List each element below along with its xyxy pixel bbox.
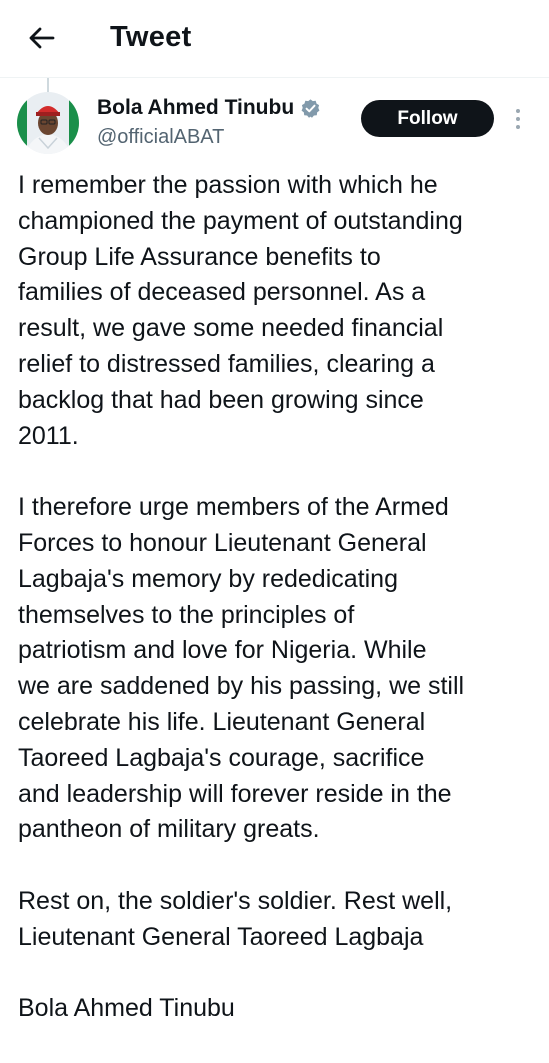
avatar[interactable] [17, 92, 79, 154]
avatar-image [17, 92, 79, 154]
tweet-signature: Bola Ahmed Tinubu [18, 994, 235, 1023]
tweet-body [18, 168, 538, 1063]
more-vertical-icon[interactable] [508, 106, 528, 132]
tweet-line: patriotism and love for Nigeria. While [18, 636, 427, 665]
tweet-line: result, we gave some needed financial [18, 314, 444, 343]
tweet-line: I remember the passion with which he [18, 171, 438, 199]
arrow-left-icon [29, 27, 55, 49]
tweet-line: Rest on, the soldier's soldier. Rest well, [18, 886, 453, 915]
tweet-line: backlog that had been growing since [18, 385, 424, 414]
tweet-paragraph [18, 490, 538, 848]
tweet-line: I therefore urge members of the Armed [18, 493, 449, 522]
tweet-line: and leadership will forever reside in the [18, 779, 452, 808]
tweet-paragraph [18, 884, 538, 956]
tweet-line: celebrate his life. Lieutenant General [18, 707, 426, 736]
tweet-line: Forces to honour Lieutenant General [18, 528, 427, 557]
follow-button[interactable]: Follow [361, 100, 494, 137]
tweet-line: Taoreed Lagbaja's courage, sacrifice [18, 743, 425, 772]
verified-badge-icon [300, 98, 321, 119]
tweet-line: pantheon of military greats. [18, 815, 320, 844]
author-handle[interactable]: @officialABAT [97, 126, 225, 148]
tweet-line: families of deceased personnel. As a [18, 278, 426, 307]
tweet-line: Lieutenant General Taoreed Lagbaja [18, 922, 424, 951]
tweet-line: 2011. [18, 421, 79, 450]
top-bar [0, 0, 549, 78]
author-name-row[interactable] [97, 96, 321, 120]
tweet-line: themselves to the principles of [18, 600, 355, 629]
thread-connector-line [47, 78, 49, 92]
author-display-name[interactable]: Bola Ahmed Tinubu [97, 96, 295, 119]
tweet-paragraph [18, 168, 538, 454]
tweet-line: Lagbaja's memory by rededicating [18, 564, 398, 593]
tweet-line: relief to distressed families, clearing a [18, 349, 435, 378]
tweet-line: championed the payment of outstanding [18, 206, 463, 235]
tweet-line: Group Life Assurance benefits to [18, 242, 381, 271]
back-button[interactable] [24, 20, 60, 56]
tweet-paragraph [18, 991, 538, 1027]
page-title: Tweet [110, 21, 192, 53]
tweet-line: we are saddened by his passing, we still [18, 672, 465, 701]
